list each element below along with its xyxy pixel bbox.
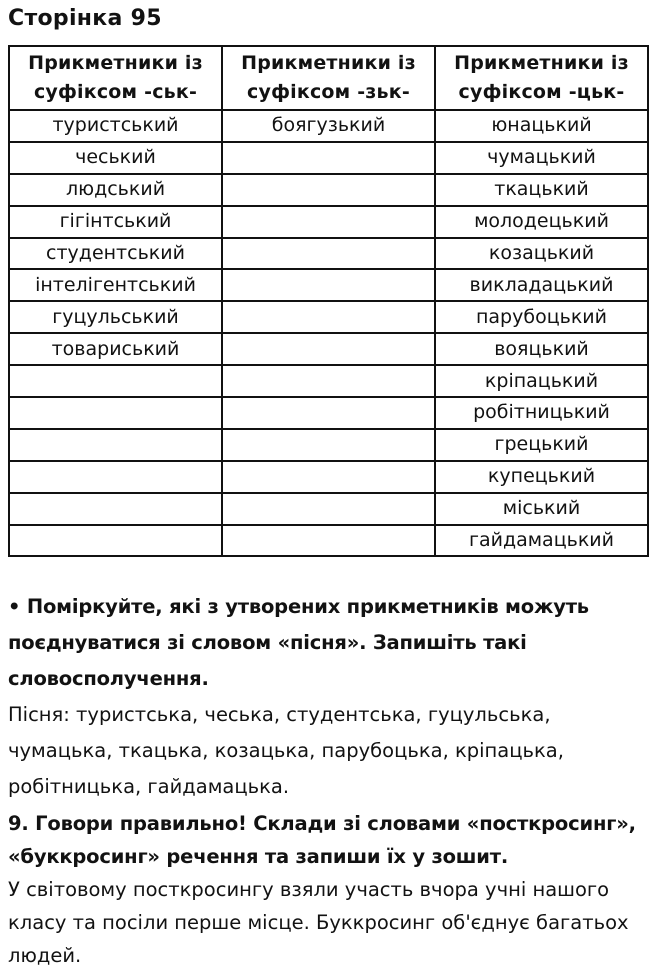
cell-sk <box>9 525 222 557</box>
cell-zk <box>222 269 435 301</box>
cell-sk <box>9 365 222 397</box>
cell-tsk: гайдамацький <box>435 525 648 557</box>
cell-tsk: вояцький <box>435 333 648 365</box>
text-line: У світовому посткросингу взяли участь вчора учні нашого <box>8 878 610 902</box>
text-line: словосполучення. <box>8 667 209 691</box>
table-row <box>9 238 648 270</box>
table-row <box>9 206 648 238</box>
text-line: людей. <box>8 944 82 968</box>
cell-zk <box>222 461 435 493</box>
cell-sk: студентський <box>9 238 222 270</box>
header-line: Прикметники із <box>454 52 629 74</box>
header-line: суфіксом -зьк- <box>247 81 410 103</box>
text-line: 9. Говори правильно! Склади зі словами «посткросинг», <box>8 812 636 836</box>
cell-tsk: міський <box>435 493 648 525</box>
ponder-answer-text <box>8 697 649 805</box>
table-row <box>9 461 648 493</box>
cell-tsk: грецький <box>435 429 648 461</box>
cell-tsk: робітницький <box>435 397 648 429</box>
table-row <box>9 493 648 525</box>
cell-zk <box>222 301 435 333</box>
text-line: • Поміркуйте, які з утворених прикметників можуть <box>8 595 589 619</box>
cell-zk <box>222 174 435 206</box>
cell-sk <box>9 429 222 461</box>
page-title: Сторінка 95 <box>8 6 162 31</box>
cell-zk <box>222 333 435 365</box>
text-line: класу та посіли перше місце. Буккросинг об'єднує багатьох <box>8 911 629 935</box>
task9-text <box>8 807 649 873</box>
table-header-suffix-sk <box>9 46 222 110</box>
table-row <box>9 269 648 301</box>
cell-sk: гуцульський <box>9 301 222 333</box>
cell-zk <box>222 238 435 270</box>
cell-tsk: кріпацький <box>435 365 648 397</box>
ponder-task-text <box>8 589 649 697</box>
cell-sk <box>9 461 222 493</box>
cell-zk <box>222 142 435 174</box>
table-row <box>9 174 648 206</box>
cell-zk <box>222 365 435 397</box>
text-line: Пісня: туристська, чеська, студентська, гуцульська, <box>8 703 551 727</box>
cell-zk <box>222 525 435 557</box>
cell-sk: людський <box>9 174 222 206</box>
cell-tsk: ткацький <box>435 174 648 206</box>
table-header-suffix-tsk <box>435 46 648 110</box>
cell-tsk: молодецький <box>435 206 648 238</box>
cell-zk: боягузький <box>222 110 435 142</box>
cell-zk <box>222 206 435 238</box>
cell-sk: гігінтський <box>9 206 222 238</box>
cell-zk <box>222 397 435 429</box>
header-line: Прикметники із <box>241 52 416 74</box>
cell-sk: туристський <box>9 110 222 142</box>
cell-sk: товариський <box>9 333 222 365</box>
cell-tsk: викладацький <box>435 269 648 301</box>
text-line: поєднуватися зі словом «пісня». Запишіть такі <box>8 631 527 655</box>
adjectives-table-body <box>9 110 648 556</box>
table-header-row <box>9 46 648 110</box>
table-row <box>9 365 648 397</box>
table-row <box>9 525 648 557</box>
table-row <box>9 333 648 365</box>
task9-answer-text <box>8 873 649 969</box>
table-row <box>9 301 648 333</box>
cell-sk: інтелігентський <box>9 269 222 301</box>
table-row <box>9 110 648 142</box>
cell-zk <box>222 493 435 525</box>
table-row <box>9 429 648 461</box>
cell-sk <box>9 493 222 525</box>
cell-zk <box>222 429 435 461</box>
table-header-suffix-zk <box>222 46 435 110</box>
text-section <box>8 589 649 969</box>
text-line: «буккросинг» речення та запиши їх у зошит. <box>8 845 509 869</box>
header-line: суфіксом -ськ- <box>33 81 198 103</box>
adjectives-table-head <box>9 46 648 110</box>
cell-sk: чеський <box>9 142 222 174</box>
cell-tsk: парубоцький <box>435 301 648 333</box>
table-row <box>9 397 648 429</box>
table-row <box>9 142 648 174</box>
text-line: робітницька, гайдамацька. <box>8 775 290 799</box>
adjectives-table <box>8 45 649 557</box>
cell-sk <box>9 397 222 429</box>
cell-tsk: козацький <box>435 238 648 270</box>
cell-tsk: юнацький <box>435 110 648 142</box>
cell-tsk: купецький <box>435 461 648 493</box>
cell-tsk: чумацький <box>435 142 648 174</box>
header-line: суфіксом -цьк- <box>458 81 625 103</box>
header-line: Прикметники із <box>28 52 203 74</box>
text-line: чумацька, ткацька, козацька, парубоцька, кріпацька, <box>8 739 564 763</box>
